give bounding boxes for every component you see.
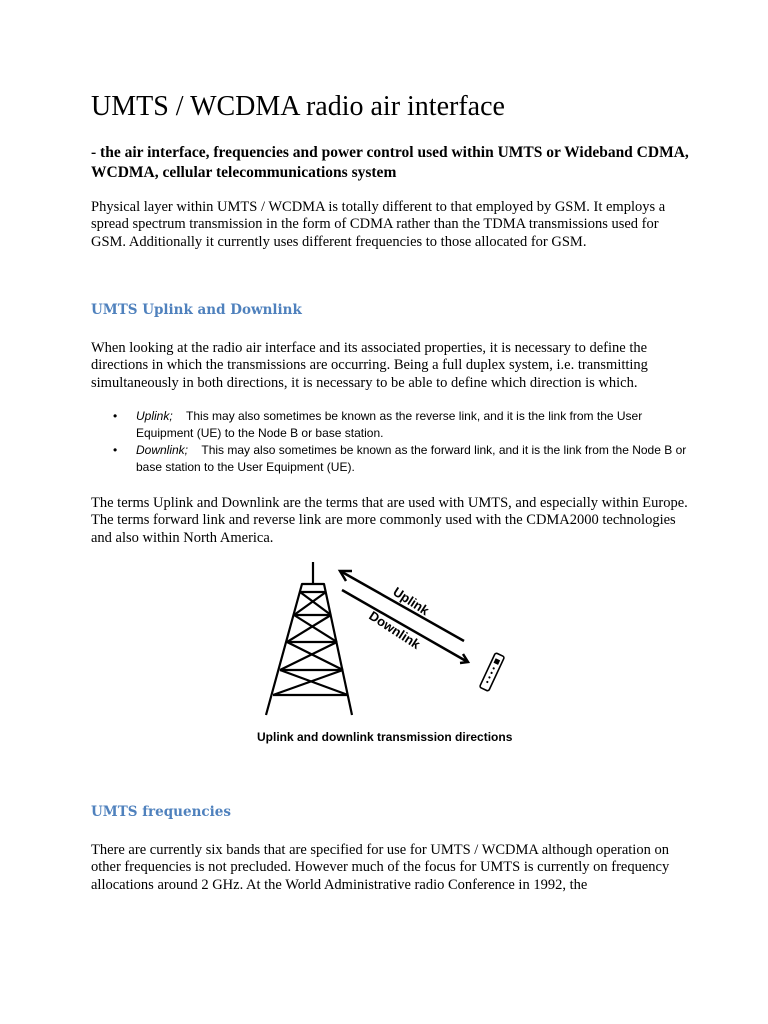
section-heading-uplink-downlink: UMTS Uplink and Downlink [91, 302, 302, 318]
list-item-downlink [91, 442, 691, 476]
base-station-tower-icon [266, 562, 352, 715]
list-item-uplink [91, 408, 691, 442]
terminology-paragraph: The terms Uplink and Downlink are the terms that are used with UMTS, and especially within Europe. The terms forward link and reverse link are more commonly used with the CDMA2000 technologies and also within North America. [91, 495, 688, 546]
downlink-definition: This may also sometimes be known as the forward link, and it is the link from the Node B or base station to the User Equipment (UE). [136, 443, 687, 474]
page-subtitle: - the air interface, frequencies and power control used within UMTS or Wideband CDMA, WCDMA, cellular telecommunications system [91, 144, 689, 181]
uplink-label: Uplink [390, 583, 432, 619]
bullet-marker: • [113, 443, 118, 457]
page-title: UMTS / WCDMA radio air interface [91, 91, 505, 122]
figure-caption: Uplink and downlink transmission directions [257, 730, 513, 744]
bullet-marker: • [113, 409, 118, 423]
downlink-label: Downlink [366, 607, 423, 652]
link-direction-list [91, 408, 691, 476]
uplink-downlink-paragraph: When looking at the radio air interface and its associated properties, it is necessary to define the directions in which the transmissions are occurring. Being a full duplex system, i.e. transmitting simultaneously in both directions, it is necessary to be able to define which direction is which. [91, 340, 648, 391]
intro-paragraph: Physical layer within UMTS / WCDMA is totally different to that employed by GSM. It employs a spread spectrum transmission in the form of CDMA rather than the TDMA transmissions used for GSM. Additionally it currently uses different frequencies to those allocated for GSM. [91, 199, 666, 250]
term-downlink: Downlink; [136, 443, 189, 457]
term-uplink: Uplink; [136, 409, 173, 423]
section-heading-frequencies: UMTS frequencies [91, 804, 231, 820]
mobile-phone-icon [479, 653, 504, 692]
uplink-downlink-diagram [262, 560, 512, 720]
uplink-definition: This may also sometimes be known as the reverse link, and it is the link from the User Equipment (UE) to the Node B or base station. [136, 409, 643, 440]
frequencies-paragraph: There are currently six bands that are specified for use for UMTS / WCDMA although operation on other frequencies is not precluded. However much of the focus for UMTS is currently on frequency allocations around 2 GHz. At the World Administrative radio Conference in 1992, the [91, 842, 670, 893]
